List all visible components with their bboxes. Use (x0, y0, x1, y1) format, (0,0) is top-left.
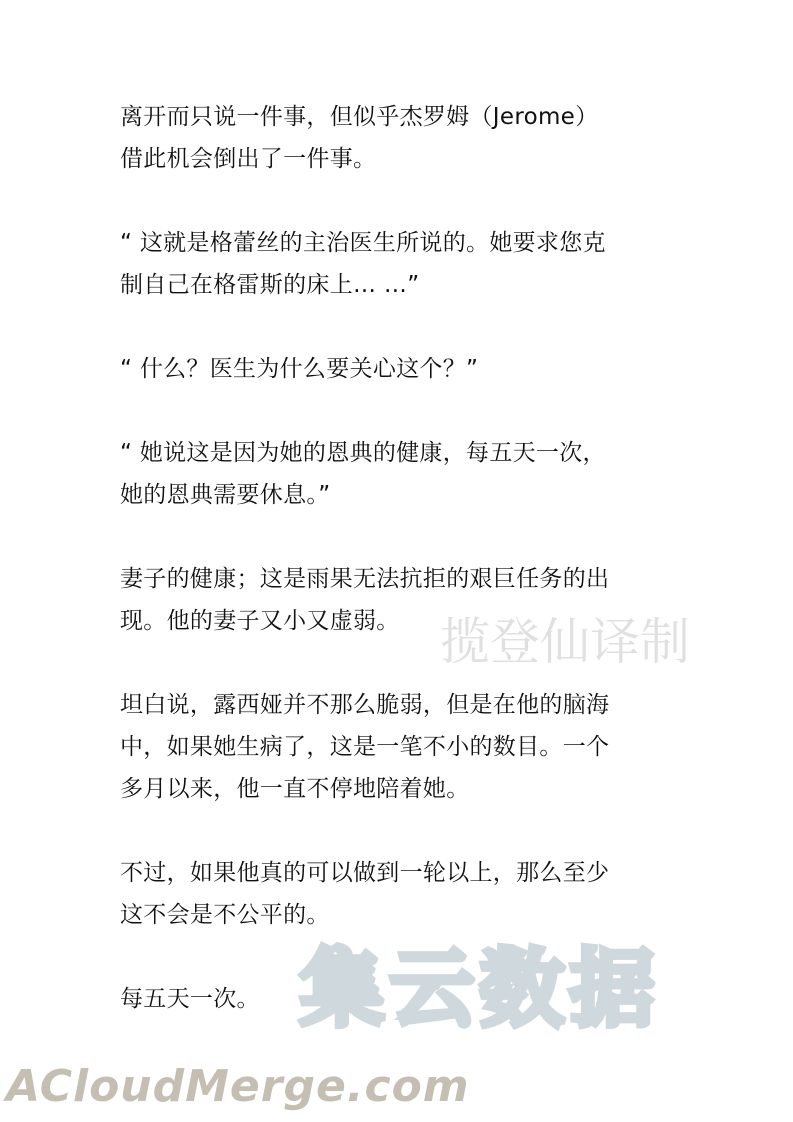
text-line: 她的恩典需要休息。” (120, 482, 331, 508)
paragraph (120, 222, 680, 306)
text-line: 现。他的妻子又小又虚弱。 (120, 608, 400, 634)
text-line: 离开而只说一件事，但似乎杰罗姆（Jerome） (120, 104, 599, 130)
text-line: “ 她说这是因为她的恩典的健康，每五天一次， (120, 440, 606, 466)
paragraph (120, 432, 680, 516)
text-line: “ 什么？医生为什么要关心这个？” (120, 356, 479, 382)
text-line: 制自己在格雷斯的床上… …” (120, 272, 420, 298)
site-watermark-chinese: 集云数据 (300, 940, 661, 1038)
text-line: 这不会是不公平的。 (120, 902, 330, 928)
text-line: 妻子的健康；这是雨果无法抗拒的艰巨任务的出 (120, 566, 610, 592)
paragraph (120, 96, 680, 180)
text-line: “ 这就是格蕾丝的主治医生所说的。她要求您克 (120, 230, 606, 256)
paragraph (120, 558, 680, 642)
document-body (120, 96, 680, 1062)
paragraph (120, 852, 680, 936)
paragraph (120, 684, 680, 810)
site-watermark-english: ACloudMerge.com (6, 1061, 470, 1112)
text-line: 借此机会倒出了一件事。 (120, 146, 377, 172)
translator-watermark: 揽登仙译制 (440, 613, 690, 671)
text-line: 不过，如果他真的可以做到一轮以上，那么至少 (120, 860, 610, 886)
paragraph (120, 978, 680, 1020)
paragraph (120, 348, 680, 390)
text-line: 坦白说，露西娅并不那么脆弱，但是在他的脑海 (120, 692, 610, 718)
text-line: 每五天一次。 (120, 986, 260, 1012)
text-line: 中，如果她生病了，这是一笔不小的数目。一个 (120, 734, 610, 760)
text-line: 多月以来，他一直不停地陪着她。 (120, 776, 470, 802)
